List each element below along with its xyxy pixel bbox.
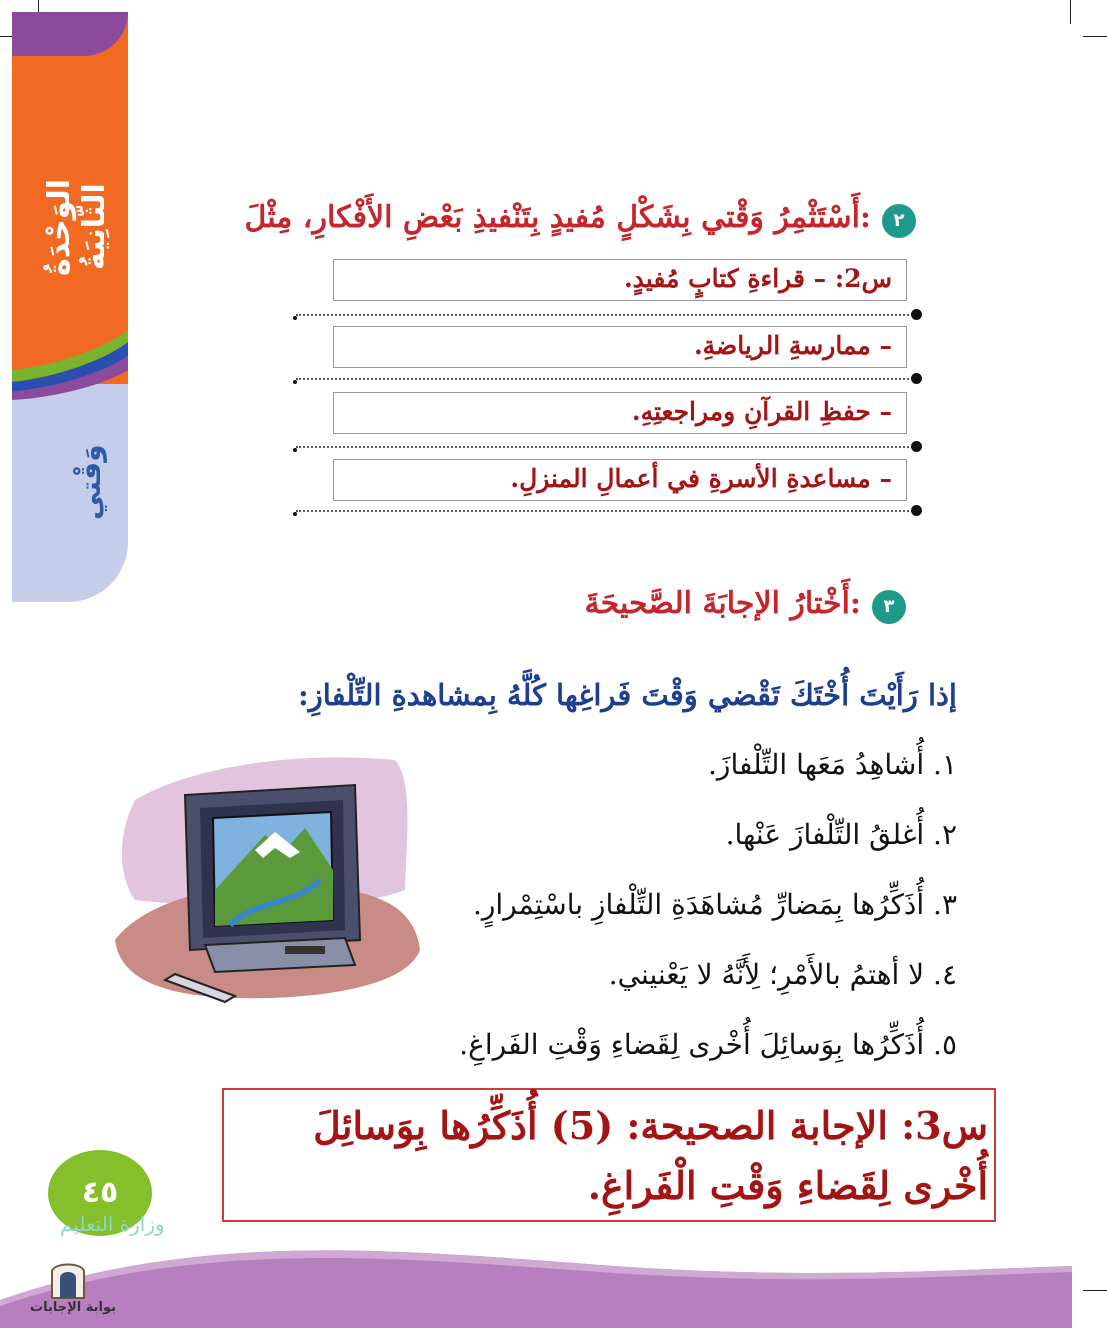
section2-heading: أَسْتَثْمِرُ وَقْتي بِشَكْلٍ مُفيدٍ بِتَنْفيذِ بَعْضِ الأَفْكارِ، مِثْلَ:: [244, 200, 871, 235]
final-answer-text: س3: الإجابة الصحيحة: (5) أُذَكِّرُها بِوَسائِلَ أُخْرى لِقَضاءِ وَقْتِ الْفَراغِ.: [313, 1103, 988, 1208]
answer-box-1[interactable]: [333, 259, 907, 301]
crop-mark: [1083, 1290, 1107, 1291]
section-badge-3: ٣: [872, 590, 906, 624]
crop-mark: [1070, 0, 1071, 24]
dotted-line: [296, 314, 916, 316]
unit-title: الوَحْدَةُ الثّانِيَةُ: [42, 178, 112, 276]
bullet-dot: [911, 441, 922, 452]
dotted-line: [296, 378, 916, 380]
bullet-dot: [911, 373, 922, 384]
answer-text-4: – مساعدةِ الأسرةِ في أعمالِ المنزلِ.: [510, 464, 892, 493]
gate-logo-icon: [48, 1256, 88, 1300]
option-5[interactable]: ٥. أُذَكِّرُها بِوَسائِلَ أُخْرى لِقَضاءِ وَقْتِ الفَراغِ.: [459, 1028, 957, 1061]
bullet-dot: [911, 505, 922, 516]
dotted-line: [296, 446, 916, 448]
answer-box-2[interactable]: [333, 326, 907, 368]
answer-box-3[interactable]: [333, 392, 907, 434]
section3-heading: أَخْتارُ الإجابَةَ الصَّحيحَةَ:: [584, 586, 861, 621]
line-end-dot: [293, 316, 297, 320]
answer-box-4[interactable]: [333, 459, 907, 501]
ministry-watermark: وزارة التعليم: [60, 1212, 165, 1236]
tv-illustration: [105, 740, 425, 1020]
sidebar-stripes: [12, 330, 128, 400]
option-2[interactable]: ٢. أُغلقُ التِّلْفازَ عَنْها.: [725, 818, 957, 851]
line-end-dot: [293, 448, 297, 452]
unit-sidebar: [12, 12, 128, 602]
answer-text-1: س2: – قراءةِ كتابٍ مُفيدٍ.: [623, 264, 892, 293]
option-1[interactable]: ١. أُشاهِدُ مَعَها التِّلْفازَ.: [708, 748, 957, 781]
bullet-dot: [911, 309, 922, 320]
answer-text-2: – ممارسةِ الرياضةِ.: [693, 331, 892, 360]
dotted-line: [296, 510, 916, 512]
unit-subtitle: وَقْتي: [74, 444, 107, 520]
final-answer-box: [222, 1088, 996, 1222]
line-end-dot: [293, 512, 297, 516]
option-3[interactable]: ٣. أُذَكِّرُها بِمَضارِّ مُشاهَدَةِ التِّلْفازِ باسْتِمْرارٍ.: [472, 888, 957, 921]
question-text: إذا رَأَيْتَ أُخْتَكَ تَقْضي وَقْتَ فَراغِها كُلَّهُ بِمشاهدةِ التِّلْفازِ:: [298, 678, 957, 712]
line-end-dot: [293, 380, 297, 384]
gate-label: بوابة الإجابات: [30, 1300, 116, 1315]
page-number-badge: ٤٥: [48, 1150, 152, 1236]
option-4[interactable]: ٤. لا أهتمُ بالأَمْرِ؛ لِأَنَّهُ لا يَعْنيني.: [608, 958, 957, 991]
crop-mark: [1083, 36, 1107, 37]
answer-text-3: – حفظِ القرآنِ ومراجعتِهِ.: [631, 397, 892, 426]
section-badge-2: ٢: [882, 204, 916, 238]
